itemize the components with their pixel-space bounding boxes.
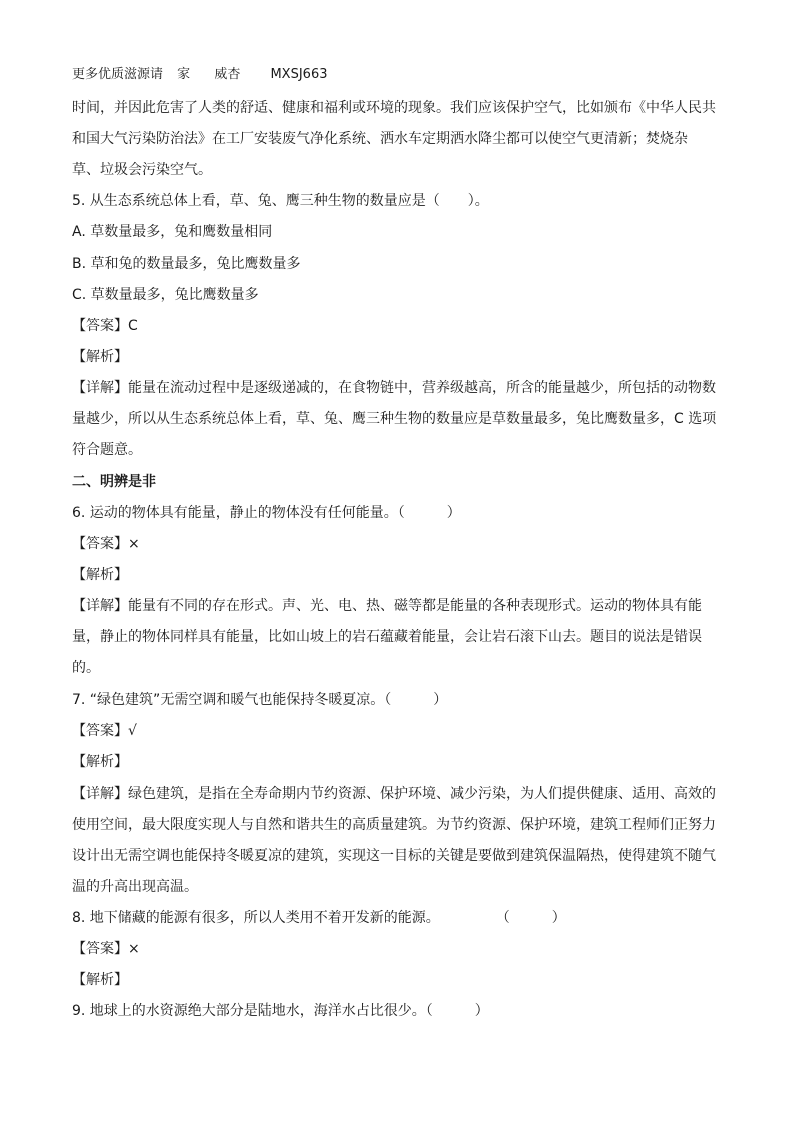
q6-detail-line-1: 【详解】能量有不同的存在形式。声、光、电、热、磁等都是能量的各种表现形式。运动的物体具有能 bbox=[72, 598, 702, 614]
section-title-true-false: 二、明辨是非 bbox=[72, 474, 156, 490]
q8-question: 8. 地下储藏的能源有很多，所以人类用不着开发新的能源。 （ ） bbox=[72, 910, 566, 926]
q6-question: 6. 运动的物体具有能量，静止的物体没有任何能量。（ ） bbox=[72, 505, 461, 521]
q5-option-c: C. 草数量最多，兔比鹰数量多 bbox=[72, 287, 259, 303]
q7-answer: 【答案】√ bbox=[72, 723, 137, 739]
q7-detail-line-2: 使用空间，最大限度实现人与自然和谐共生的高质量建筑。为节约资源、保护环境，建筑工程师们正努力 bbox=[72, 817, 716, 833]
q7-question: 7. “绿色建筑”无需空调和暖气也能保持冬暖夏凉。（ ） bbox=[72, 692, 448, 708]
watermark-header bbox=[72, 66, 732, 84]
header-text-3: 威杏 bbox=[214, 67, 241, 82]
q4-tail-line-2: 和国大气污染防治法》在工厂安装废气净化系统、洒水车定期洒水降尘都可以使空气更清新；焚烧杂 bbox=[72, 131, 688, 147]
header-text-2: 家 bbox=[177, 67, 191, 82]
q5-question: 5. 从生态系统总体上看，草、兔、鹰三种生物的数量应是（ ）。 bbox=[72, 193, 489, 209]
q7-detail-line-4: 温的升高出现高温。 bbox=[72, 879, 198, 895]
q5-answer: 【答案】C bbox=[72, 318, 138, 334]
header-text-4: MXSJ663 bbox=[270, 67, 328, 82]
q8-analysis-label: 【解析】 bbox=[72, 972, 128, 988]
q7-detail-line-3: 设计出无需空调也能保持冬暖夏凉的建筑，实现这一目标的关键是要做到建筑保温隔热，使得建筑不随气 bbox=[72, 848, 716, 864]
q5-option-a: A. 草数量最多，兔和鹰数量相同 bbox=[72, 224, 273, 240]
q5-detail-line-3: 符合题意。 bbox=[72, 442, 142, 458]
q5-detail-line-2: 量越少，所以从生态系统总体上看，草、兔、鹰三种生物的数量应是草数量最多，兔比鹰数量多，C 选项 bbox=[72, 411, 717, 427]
q4-tail-line-1: 时间，并因此危害了人类的舒适、健康和福利或环境的现象。我们应该保护空气，比如颁布《中华人民共 bbox=[72, 100, 716, 116]
q6-analysis-label: 【解析】 bbox=[72, 567, 128, 583]
q6-answer: 【答案】× bbox=[72, 536, 140, 552]
q6-detail-line-3: 的。 bbox=[72, 660, 100, 676]
header-text-1: 更多优质滋源请 bbox=[72, 67, 164, 82]
q8-answer: 【答案】× bbox=[72, 941, 140, 957]
q4-tail-line-3: 草、垃圾会污染空气。 bbox=[72, 162, 212, 178]
q9-question: 9. 地球上的水资源绝大部分是陆地水，海洋水占比很少。（ ） bbox=[72, 1003, 489, 1019]
q5-detail-line-1: 【详解】能量在流动过程中是逐级递减的，在食物链中，营养级越高，所含的能量越少，所包括的动物数 bbox=[72, 380, 716, 396]
q5-option-b: B. 草和兔的数量最多，兔比鹰数量多 bbox=[72, 256, 301, 272]
q5-analysis-label: 【解析】 bbox=[72, 349, 128, 365]
q7-detail-line-1: 【详解】绿色建筑，是指在全寿命期内节约资源、保护环境、减少污染，为人们提供健康、适用、高效的 bbox=[72, 786, 716, 802]
q6-detail-line-2: 量，静止的物体同样具有能量，比如山坡上的岩石蕴藏着能量，会让岩石滚下山去。题目的说法是错误 bbox=[72, 629, 702, 645]
q7-analysis-label: 【解析】 bbox=[72, 754, 128, 770]
